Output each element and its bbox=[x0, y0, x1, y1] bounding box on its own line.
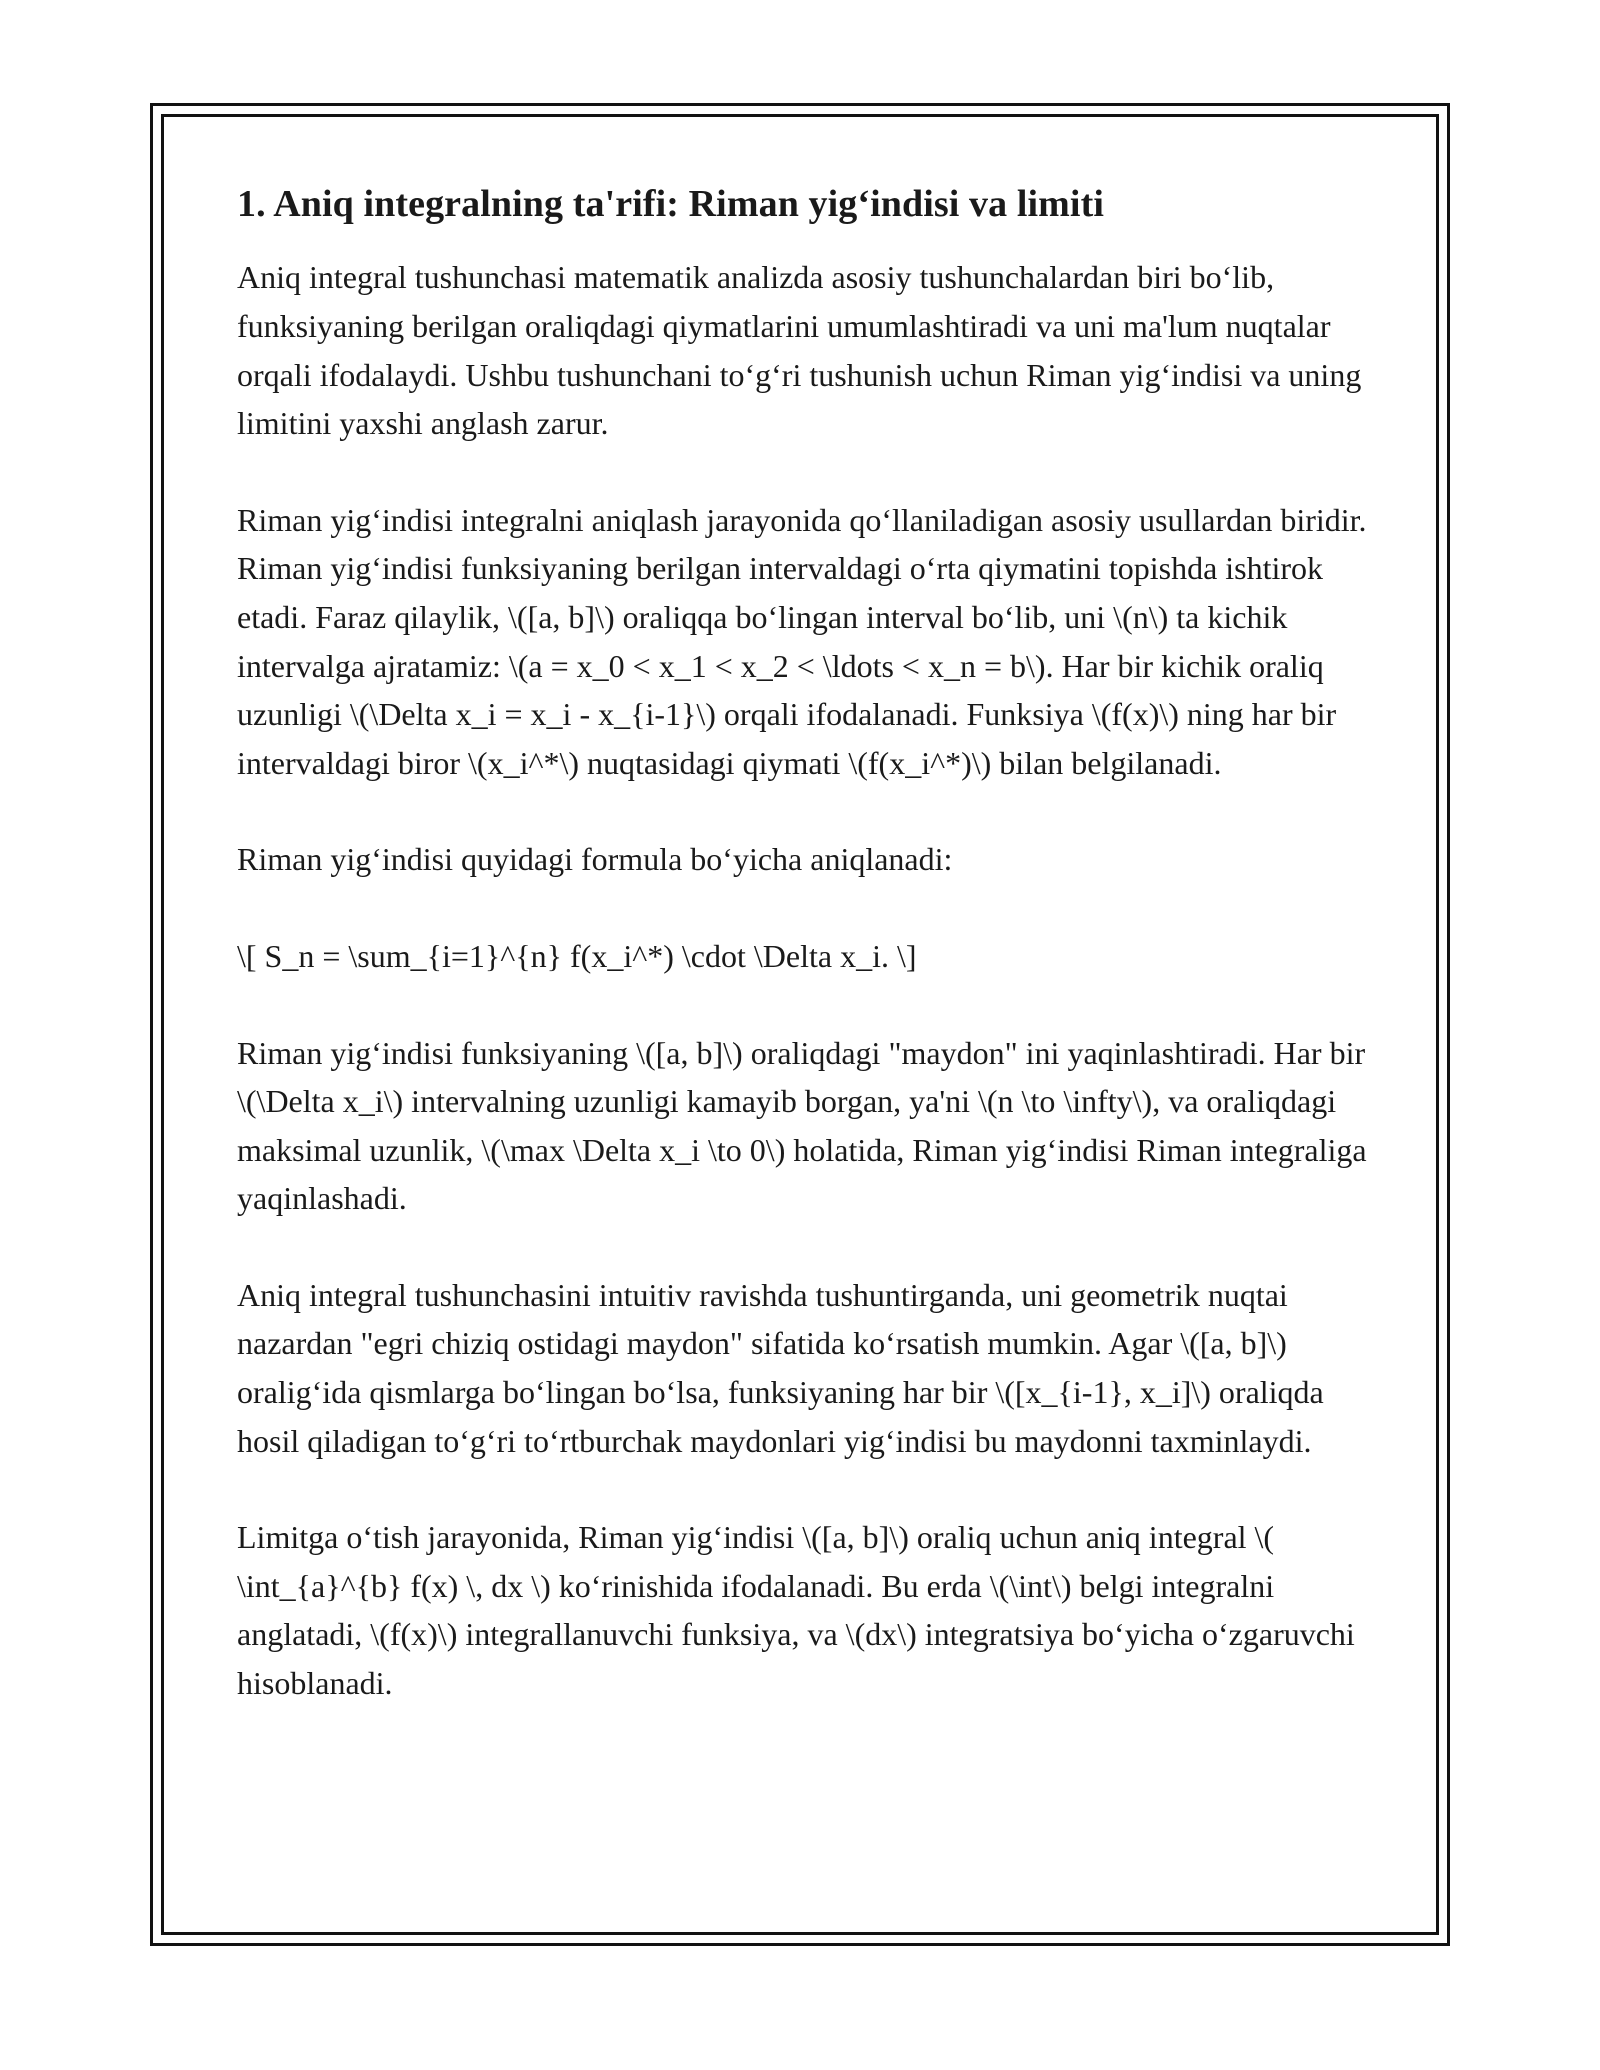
paragraph-definite-integral: Limitga o‘tish jarayonida, Riman yig‘indisi \([a, b]\) oraliq uchun aniq integral \( \int_{a}^{b} f(x) \, dx \) ko‘rinishida ifodalanadi. Bu erda \(\int\) belgi integralni anglatadi, \(f(x)\) integrallanuvchi funksiya, va \(dx\) integratsiya bo‘yicha o‘zgaruvchi hisoblanadi. bbox=[237, 1519, 1355, 1702]
paragraph-formula-intro: Riman yig‘indisi quyidagi formula bo‘yicha aniqlanadi: bbox=[237, 841, 953, 878]
section-title: 1. Aniq integralning ta'rifi: Riman yig‘indisi va limiti bbox=[237, 183, 1105, 225]
paragraph-geometric-meaning: Aniq integral tushunchasini intuitiv ravishda tushuntirganda, uni geometrik nuqtai nazardan "egri chiziq ostidagi maydon" sifatida ko‘rsatish mumkin. Agar \([a, b]\) oralig‘ida qismlarga bo‘lingan bo‘lsa, funksiyaning har bir \([x_{i-1}, x_i]\) oraliqda hosil qiladigan to‘g‘ri to‘rtburchak maydonlari yig‘indisi bu maydonni taxminlaydi. bbox=[237, 1276, 1324, 1459]
document-body bbox=[237, 180, 1377, 1756]
paragraph-riemann-sum-definition: Riman yig‘indisi integralni aniqlash jarayonida qo‘llaniladigan asosiy usullardan biridir. Riman yig‘indisi funksiyaning berilgan intervaldagi o‘rta qiymatini topishda ishtirok etadi. Faraz qilaylik, \([a, b]\) oraliqqa bo‘lingan interval bo‘lib, uni \(n\) ta kichik intervalga ajratamiz: \(a = x_0 < x_1 < x_2 < \ldots < x_n = b\). Har bir kichik oraliq uzunligi \(\Delta x_i = x_i - x_{i-1}\) orqali ifodalanadi. Funksiya \(f(x)\) ning har bir intervaldagi biror \(x_i^*\) nuqtasidagi qiymati \(f(x_i^*)\) bilan belgilanadi. bbox=[237, 501, 1367, 781]
formula-riemann-sum: \[ S_n = \sum_{i=1}^{n} f(x_i^*) \cdot \Delta x_i. \] bbox=[237, 937, 917, 974]
paragraph-limit-approach: Riman yig‘indisi funksiyaning \([a, b]\) oraliqdagi "maydon" ini yaqinlashtiradi. Har bir \(\Delta x_i\) intervalning uzunligi kamayib borgan, ya'ni \(n \to \infty\), va oraliqdagi maksimal uzunlik, \(\max \Delta x_i \to 0\) holatida, Riman yig‘indisi Riman integraliga yaqinlashadi. bbox=[237, 1034, 1367, 1217]
paragraph-intro: Aniq integral tushunchasi matematik analizda asosiy tushunchalardan biri bo‘lib, funksiyaning berilgan oraliqdagi qiymatlarini umumlashtiradi va uni ma'lum nuqtalar orqali ifodalaydi. Ushbu tushunchani to‘g‘ri tushunish uchun Riman yig‘indisi va uning limitini yaxshi anglash zarur. bbox=[237, 259, 1362, 442]
